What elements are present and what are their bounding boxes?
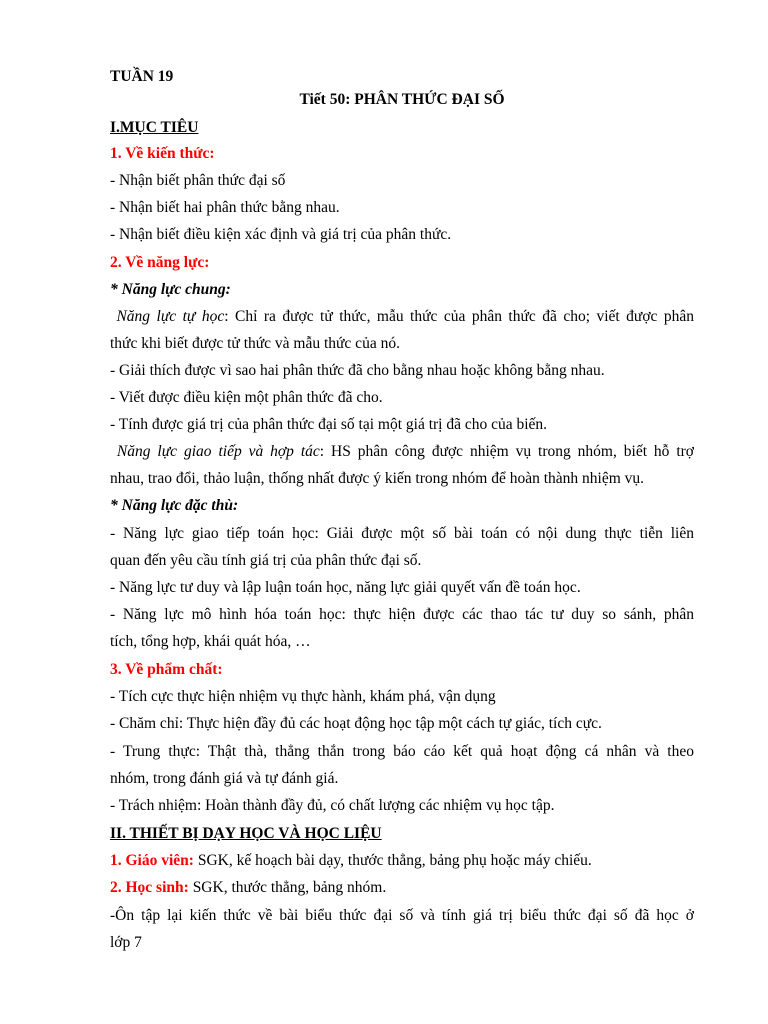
communication-text: : HS phân công được nhiệm vụ trong nhóm, biết hỗ trợ [319,443,695,460]
student-text: SGK, thước thẳng, bảng nhóm. [188,879,387,896]
knowledge-item: - Nhận biết hai phân thức bằng nhau. [110,199,340,216]
self-study-paragraph-line [110,307,694,327]
teacher-label: 1. Giáo viên: [110,852,194,869]
knowledge-item: - Nhận biết phân thức đại số [110,172,286,189]
section-equipment-heading: II. THIẾT BỊ DẠY HỌC VÀ HỌC LIỆU [110,825,382,842]
review-line-cont: lớp 7 [110,934,142,951]
quality-item: - Trung thực: Thật thà, thẳng thắn trong báo cáo kết quả hoạt động cá nhân và theo [110,743,694,760]
knowledge-heading: 1. Về kiến thức: [110,145,215,162]
teacher-text: SGK, kế hoạch bài dạy, thước thẳng, bảng phụ hoặc máy chiếu. [193,852,592,869]
week-label: TUẦN 19 [110,68,174,85]
specific-competence-item: - Năng lực mô hình hóa toán học: thực hiện được các thao tác tư duy so sánh, phân [110,606,694,623]
lesson-title: Tiết 50: PHÂN THỨC ĐẠI SỐ [299,91,505,108]
competence-item: - Tính được giá trị của phân thức đại số tại một giá trị đã cho của biến. [110,416,548,433]
communication-paragraph-line-2: nhau, trao đổi, thảo luận, thống nhất được ý kiến trong nhóm để hoàn thành nhiệm vụ. [110,470,645,487]
knowledge-item: - Nhận biết điều kiện xác định và giá trị của phân thức. [110,226,452,243]
quality-item-cont: nhóm, trong đánh giá và tự đánh giá. [110,770,339,787]
competence-item: - Giải thích được vì sao hai phân thức đã cho bằng nhau hoặc không bằng nhau. [110,362,605,379]
section-objectives-heading: I.MỤC TIÊU [110,119,199,136]
specific-competence-item-cont: tích, tổng hợp, khái quát hóa, … [110,633,311,650]
review-line: -Ôn tập lại kiến thức về bài biểu thức đại số và tính giá trị biểu thức đại số đã học ở [110,907,694,924]
quality-item: - Chăm chỉ: Thực hiện đầy đủ các hoạt động học tập một cách tự giác, tích cực. [110,715,602,732]
self-study-text: : Chỉ ra được tử thức, mẫu thức của phân thức đã cho; viết được phân [224,308,694,325]
student-line [110,878,386,898]
general-competence-heading: * Năng lực chung: [110,281,231,298]
self-study-label: Năng lực tự học [116,308,225,325]
specific-competence-item: - Năng lực giao tiếp toán học: Giải được một số bài toán có nội dung thực tiễn liên [110,525,694,542]
specific-competence-item-cont: quan đến yêu cầu tính giá trị của phân thức đại số. [110,552,422,569]
self-study-paragraph-line-2: thức khi biết được tử thức và mẫu thức của nó. [110,335,400,352]
specific-competence-item: - Năng lực tư duy và lập luận toán học, năng lực giải quyết vấn đề toán học. [110,579,581,596]
communication-label: Năng lực giao tiếp và hợp tác [116,443,320,460]
teacher-line [110,851,592,871]
quality-item: - Tích cực thực hiện nhiệm vụ thực hành, khám phá, vận dụng [110,688,496,705]
student-label: 2. Học sinh: [110,879,189,896]
communication-paragraph-line [110,442,694,462]
competence-item: - Viết được điều kiện một phân thức đã cho. [110,389,383,406]
quality-item: - Trách nhiệm: Hoàn thành đầy đủ, có chất lượng các nhiệm vụ học tập. [110,797,555,814]
qualities-heading: 3. Về phẩm chất: [110,661,223,678]
specific-competence-heading: * Năng lực đặc thù: [110,497,239,514]
competence-heading: 2. Về năng lực: [110,254,210,271]
